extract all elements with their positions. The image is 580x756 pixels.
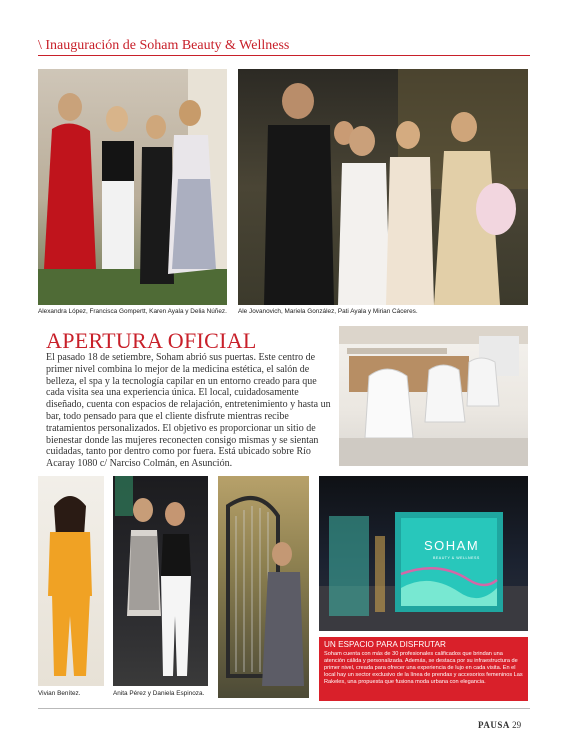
caption-anita-daniela: Anita Pérez y Daniela Espinoza. [113, 690, 205, 697]
photo-soham-sign [319, 476, 528, 631]
page-number: 29 [512, 720, 522, 730]
photo-vivian-benitez-illustration [38, 476, 104, 686]
sign-subtitle: BEAUTY & WELLNESS [433, 556, 480, 560]
footer-divider [38, 708, 530, 709]
photo-salon-interior [339, 326, 528, 466]
photo-anita-daniela [113, 476, 208, 686]
sidebar-text: Soham cuenta con más de 30 profesionales calificados que brindan una atención cálida y personalizada. Además, se destaca por su infraestructura de primer nivel, creada para ofrecer una experiencia de lujo en cada visita. En el local hay un sector exclusivo de la línea de prendas y accesorios femeninos Las Rakeles, una propuesta que fusiona moda urbana con elegancia. [324, 651, 523, 685]
photo-group-night-event [238, 69, 528, 305]
article-headline: APERTURA OFICIAL [46, 328, 257, 353]
photo-salon-interior-illustration [339, 326, 528, 466]
caption-top-right: Ale Jovanovich, Mariela González, Pati Ayala y Mirian Cáceres. [238, 308, 418, 315]
article-body: El pasado 18 de setiembre, Soham abrió sus puertas. Este centro de primer nivel combina lo mejor de la medicina estética, el salón de belleza, el spa y la tecnología capilar en un entorno creado para que cada visita sea una experiencia única. El local, cuidadosamente diseñado, cuenta con espacios de relajación, entretenimiento y hasta un bar, todo pensado para que el cliente disfrute mientras recibe tratamientos personalizados. El objetivo es proporcionar un sitio de bienestar donde las mujeres reconecten consigo mismas y se sientan cuidadas, tanto por dentro como por fuera. Está ubicado sobre Río Acaray 1080 c/ Narciso Colmán, en Asunción. [46, 352, 331, 470]
photo-anita-daniela-illustration [113, 476, 208, 686]
sidebar-title: UN ESPACIO PARA DISFRUTAR [324, 640, 446, 649]
caption-vivian: Vivian Benítez. [38, 690, 81, 697]
sign-brand: SOHAM [424, 538, 480, 553]
photo-vivian-benitez [38, 476, 104, 686]
photo-harpist-illustration [218, 476, 309, 698]
photo-group-four-women-illustration [38, 69, 227, 305]
caption-top-left: Alexandra López, Francisca Gompertt, Karen Ayala y Delia Núñez. [38, 308, 227, 315]
photo-soham-sign-illustration [319, 476, 528, 631]
magazine-brand: PAUSA [478, 720, 510, 730]
photo-group-night-event-illustration [238, 69, 528, 305]
page-footer [478, 720, 521, 730]
section-divider [38, 55, 530, 56]
photo-group-four-women [38, 69, 227, 305]
section-title: \ Inauguración de Soham Beauty & Wellness [38, 38, 290, 53]
photo-harpist [218, 476, 309, 698]
